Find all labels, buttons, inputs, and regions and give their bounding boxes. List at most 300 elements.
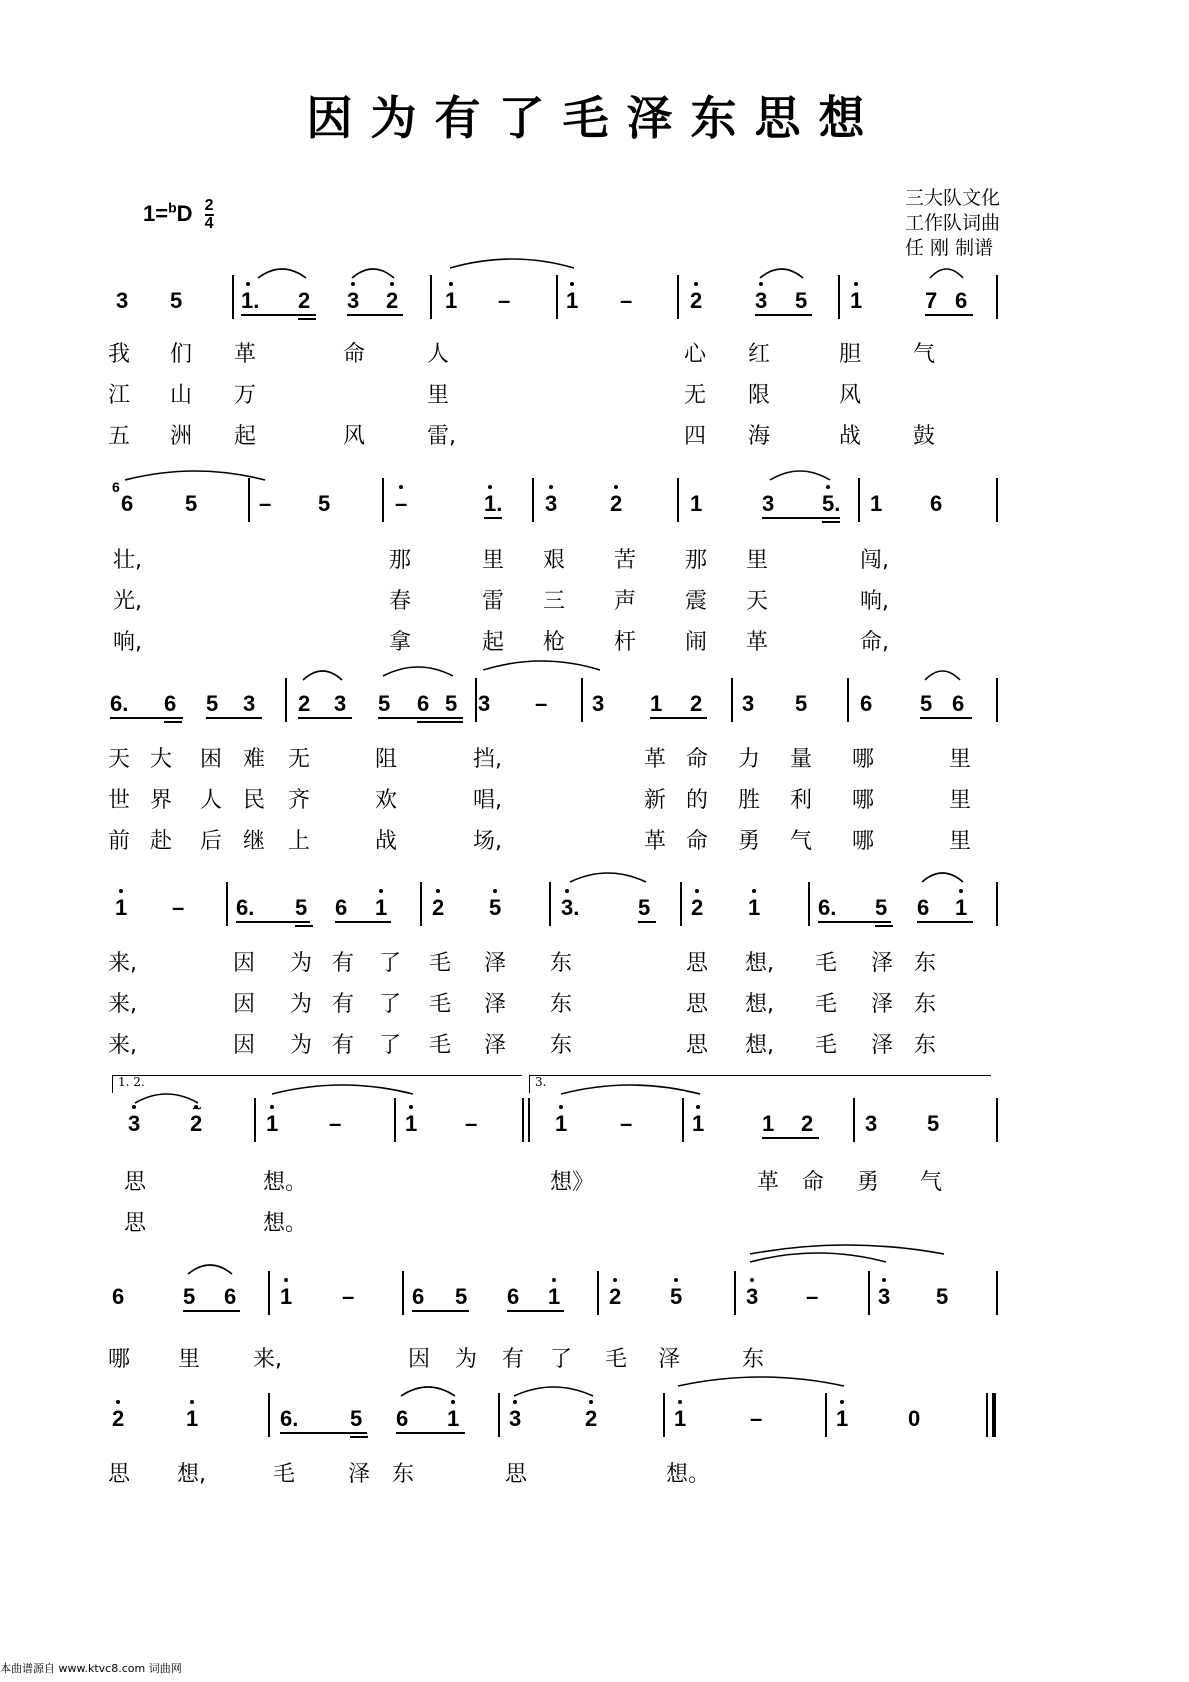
underline bbox=[298, 318, 316, 320]
lyric: 杆 bbox=[614, 630, 637, 655]
barline bbox=[808, 882, 810, 926]
octave-dot bbox=[752, 889, 756, 893]
note: – bbox=[465, 1111, 478, 1136]
note: 5 bbox=[920, 691, 933, 716]
lyric: 为 bbox=[290, 992, 313, 1017]
underline bbox=[335, 921, 391, 923]
lyric: 难 bbox=[243, 747, 266, 772]
lyric: 为 bbox=[290, 951, 313, 976]
time-top: 2 bbox=[204, 197, 214, 214]
barline bbox=[986, 1393, 988, 1437]
lyric: 江 bbox=[108, 383, 131, 408]
song-title: 因为有了毛泽东思想 bbox=[306, 91, 883, 145]
lyric: 们 bbox=[170, 342, 193, 367]
lyric: 泽 bbox=[871, 951, 894, 976]
lyric: 心 bbox=[684, 342, 707, 367]
note: 1 bbox=[548, 1284, 561, 1309]
note: 2 bbox=[609, 1284, 622, 1309]
lyric: 泽 bbox=[871, 992, 894, 1017]
lyric: 响, bbox=[860, 589, 889, 614]
lyric: 东 bbox=[914, 992, 937, 1017]
barline bbox=[677, 478, 679, 522]
lyric: 阻 bbox=[375, 747, 398, 772]
lyric: 为 bbox=[290, 1033, 313, 1058]
underline bbox=[206, 717, 262, 719]
octave-dot bbox=[882, 1278, 886, 1282]
lyric: 毛 bbox=[273, 1462, 296, 1487]
note: 3 bbox=[128, 1111, 141, 1136]
barline bbox=[285, 678, 287, 722]
slur bbox=[450, 259, 574, 268]
volta-bracket bbox=[529, 1075, 530, 1093]
slur bbox=[561, 1085, 700, 1094]
lyric: 泽 bbox=[484, 992, 507, 1017]
underline bbox=[417, 721, 463, 723]
note: 6 bbox=[507, 1284, 520, 1309]
octave-dot bbox=[270, 1105, 274, 1109]
lyric: 民 bbox=[243, 788, 266, 813]
lyric: 战 bbox=[839, 424, 862, 449]
lyric: 那 bbox=[685, 548, 708, 573]
lyric: 有 bbox=[332, 1033, 355, 1058]
lyric: 雷 bbox=[482, 589, 505, 614]
note: 1. bbox=[484, 491, 503, 516]
volta-bracket bbox=[112, 1075, 113, 1093]
note: 2 bbox=[610, 491, 623, 516]
lyric: 响, bbox=[113, 630, 142, 655]
note: 5 bbox=[795, 691, 808, 716]
note: 3 bbox=[509, 1406, 522, 1431]
lyric: 欢 bbox=[375, 788, 398, 813]
note: 5 bbox=[638, 895, 651, 920]
note: 3 bbox=[116, 288, 129, 313]
lyric: 天 bbox=[108, 747, 131, 772]
lyric: 无 bbox=[684, 383, 707, 408]
note: 2 bbox=[432, 895, 445, 920]
slur bbox=[770, 471, 830, 480]
octave-dot bbox=[132, 1105, 136, 1109]
volta-first: 1. 2. bbox=[118, 1075, 145, 1089]
note: 1 bbox=[280, 1284, 293, 1309]
lyric: 壮, bbox=[113, 548, 142, 573]
lyric: 继 bbox=[243, 829, 266, 854]
lyric: 哪 bbox=[852, 747, 875, 772]
underline bbox=[412, 1310, 469, 1312]
note: 1 bbox=[555, 1111, 568, 1136]
octave-dot bbox=[493, 889, 497, 893]
lyric: 里 bbox=[746, 548, 769, 573]
note: – bbox=[329, 1111, 342, 1136]
volta-line bbox=[112, 1075, 522, 1076]
note: 5 bbox=[795, 288, 808, 313]
note: 6 bbox=[860, 691, 873, 716]
lyric: 那 bbox=[389, 548, 412, 573]
lyric: 苦 bbox=[614, 548, 637, 573]
slur bbox=[750, 1253, 886, 1262]
note: 1 bbox=[690, 491, 703, 516]
lyric: 鼓 bbox=[913, 424, 936, 449]
barline bbox=[549, 882, 551, 926]
lyric: 赴 bbox=[150, 829, 173, 854]
lyric: 想, bbox=[745, 992, 774, 1017]
octave-dot bbox=[436, 889, 440, 893]
barline bbox=[996, 1271, 998, 1315]
note: 6 bbox=[955, 288, 968, 313]
lyric: 东 bbox=[550, 1033, 573, 1058]
note: 1 bbox=[186, 1406, 199, 1431]
lyric: 命 bbox=[343, 342, 366, 367]
lyric: 毛 bbox=[429, 951, 452, 976]
lyric: 气 bbox=[790, 829, 813, 854]
barline bbox=[847, 678, 849, 722]
barline bbox=[581, 678, 583, 722]
lyric: 雷, bbox=[427, 424, 456, 449]
note: – bbox=[806, 1284, 819, 1309]
barline bbox=[420, 882, 422, 926]
slur bbox=[352, 269, 394, 278]
octave-dot bbox=[351, 282, 355, 286]
octave-dot bbox=[759, 282, 763, 286]
slur bbox=[303, 671, 342, 680]
lyric: 有 bbox=[502, 1347, 525, 1372]
lyric: 想, bbox=[745, 1033, 774, 1058]
note: 6. bbox=[236, 895, 255, 920]
lyric: 了 bbox=[379, 992, 402, 1017]
lyric: 哪 bbox=[852, 829, 875, 854]
note: 6 bbox=[112, 1284, 125, 1309]
note: 2 bbox=[690, 288, 703, 313]
lyric: 里 bbox=[427, 383, 450, 408]
note: 1 bbox=[870, 491, 883, 516]
note: – bbox=[172, 895, 185, 920]
barline bbox=[663, 1393, 665, 1437]
slur bbox=[514, 1387, 593, 1396]
octave-dot bbox=[379, 889, 383, 893]
octave-dot bbox=[119, 889, 123, 893]
barline bbox=[597, 1271, 599, 1315]
barline bbox=[498, 1393, 500, 1437]
underline bbox=[110, 717, 183, 719]
note: 2 bbox=[691, 895, 704, 920]
note: 5 bbox=[489, 895, 502, 920]
note: 3 bbox=[742, 691, 755, 716]
note: – bbox=[342, 1284, 355, 1309]
note: 1 bbox=[447, 1406, 460, 1431]
lyric: 新 bbox=[644, 788, 667, 813]
note: 3 bbox=[545, 491, 558, 516]
lyric: 三 bbox=[543, 589, 566, 614]
lyric: 了 bbox=[550, 1347, 573, 1372]
octave-dot bbox=[959, 889, 963, 893]
lyric: 泽 bbox=[871, 1033, 894, 1058]
note: 3 bbox=[347, 288, 360, 313]
octave-dot bbox=[449, 282, 453, 286]
lyric: 里 bbox=[949, 788, 972, 813]
note: 1 bbox=[762, 1111, 775, 1136]
note: 6. bbox=[818, 895, 837, 920]
lyric: 大 bbox=[150, 747, 173, 772]
note: 2 bbox=[386, 288, 399, 313]
note: 1 bbox=[955, 895, 968, 920]
octave-dot bbox=[750, 1278, 754, 1282]
underline bbox=[298, 717, 352, 719]
lyric: 胆 bbox=[839, 342, 862, 367]
lyric: 上 bbox=[288, 829, 311, 854]
lyric: 闹 bbox=[685, 630, 708, 655]
slur bbox=[570, 873, 646, 882]
octave-dot bbox=[696, 1105, 700, 1109]
lyric: 思 bbox=[505, 1462, 528, 1487]
credit-line: 三大队文化 bbox=[905, 187, 1001, 209]
barline bbox=[268, 1271, 270, 1315]
octave-dot bbox=[488, 485, 492, 489]
barline bbox=[402, 1271, 404, 1315]
barline bbox=[996, 275, 998, 319]
lyric: 东 bbox=[550, 992, 573, 1017]
lyric: 东 bbox=[392, 1462, 415, 1487]
lyric: 困 bbox=[200, 747, 223, 772]
lyric: 毛 bbox=[815, 1033, 838, 1058]
note: 6 bbox=[224, 1284, 237, 1309]
slur bbox=[483, 661, 600, 670]
lyric: 东 bbox=[914, 951, 937, 976]
lyric: 因 bbox=[408, 1347, 431, 1372]
note: 1 bbox=[692, 1111, 705, 1136]
lyric: 洲 bbox=[170, 424, 193, 449]
key-prefix: 1= bbox=[143, 200, 169, 226]
lyric: 万 bbox=[234, 383, 257, 408]
credits bbox=[905, 186, 1000, 261]
lyric: 革 bbox=[644, 747, 667, 772]
octave-dot bbox=[614, 485, 618, 489]
note: 5 bbox=[936, 1284, 949, 1309]
underline bbox=[875, 925, 893, 927]
lyric: 来, bbox=[253, 1347, 282, 1372]
octave-dot bbox=[694, 282, 698, 286]
underline bbox=[818, 921, 891, 923]
lyric: 来, bbox=[108, 1033, 137, 1058]
slur bbox=[188, 1265, 232, 1274]
lyric: 枪 bbox=[543, 630, 566, 655]
lyric: 我 bbox=[108, 342, 131, 367]
lyric: 界 bbox=[150, 788, 173, 813]
note: 2 bbox=[690, 691, 703, 716]
lyric: 闯, bbox=[860, 548, 889, 573]
underline bbox=[164, 721, 182, 723]
slur bbox=[401, 1387, 455, 1396]
note: – bbox=[259, 491, 272, 516]
lyric: 利 bbox=[790, 788, 813, 813]
note: 5 bbox=[670, 1284, 683, 1309]
note: 1 bbox=[650, 691, 663, 716]
octave-dot bbox=[190, 1400, 194, 1404]
underline bbox=[920, 717, 972, 719]
underline bbox=[241, 314, 316, 316]
slur bbox=[760, 269, 803, 278]
octave-dot bbox=[116, 1400, 120, 1404]
lyric: 有 bbox=[332, 992, 355, 1017]
note: 6 bbox=[412, 1284, 425, 1309]
lyric: 哪 bbox=[108, 1347, 131, 1372]
octave-dot bbox=[284, 1278, 288, 1282]
volta-third: 3. bbox=[535, 1075, 547, 1089]
barline bbox=[838, 275, 840, 319]
barline bbox=[232, 275, 234, 319]
barline bbox=[825, 1393, 827, 1437]
underline bbox=[638, 921, 656, 923]
underline bbox=[762, 517, 840, 519]
note: 5. bbox=[822, 491, 841, 516]
octave-dot bbox=[390, 282, 394, 286]
note: 2 bbox=[585, 1406, 598, 1431]
note: 3 bbox=[746, 1284, 759, 1309]
note: 1 bbox=[566, 288, 579, 313]
underline bbox=[822, 521, 840, 523]
lyric: 毛 bbox=[815, 951, 838, 976]
lyric: 东 bbox=[550, 951, 573, 976]
barline bbox=[996, 678, 998, 722]
lyric: 四 bbox=[684, 424, 707, 449]
key-note: D bbox=[176, 200, 193, 226]
note: 5 bbox=[185, 491, 198, 516]
lyric: 泽 bbox=[484, 951, 507, 976]
note: 6 bbox=[335, 895, 348, 920]
lyric: 里 bbox=[949, 829, 972, 854]
note: 3 bbox=[762, 491, 775, 516]
slur bbox=[922, 873, 963, 882]
note: 5 bbox=[170, 288, 183, 313]
lyric: 毛 bbox=[429, 992, 452, 1017]
lyric: 思 bbox=[686, 951, 709, 976]
slur bbox=[930, 269, 963, 278]
barline bbox=[248, 478, 250, 522]
lyric: 来, bbox=[108, 951, 137, 976]
lyric: 春 bbox=[389, 589, 412, 614]
underline bbox=[378, 717, 463, 719]
note: – bbox=[620, 288, 633, 313]
octave-dot bbox=[565, 889, 569, 893]
note: 5 bbox=[318, 491, 331, 516]
note: 2 bbox=[801, 1111, 814, 1136]
note: 3 bbox=[865, 1111, 878, 1136]
lyric: 拿 bbox=[389, 630, 412, 655]
lyric: 齐 bbox=[288, 788, 311, 813]
lyric: 人 bbox=[200, 788, 223, 813]
octave-dot bbox=[695, 889, 699, 893]
note: – bbox=[620, 1111, 633, 1136]
lyric: 想, bbox=[177, 1462, 206, 1487]
lyric: 五 bbox=[108, 424, 131, 449]
lyric: 力 bbox=[738, 747, 761, 772]
barline bbox=[868, 1271, 870, 1315]
lyric: 来, bbox=[108, 992, 137, 1017]
note: 5 bbox=[445, 691, 458, 716]
lyric: 命 bbox=[686, 747, 709, 772]
lyric: 风 bbox=[839, 383, 862, 408]
octave-dot bbox=[409, 1105, 413, 1109]
barline bbox=[996, 478, 998, 522]
lyric: 毛 bbox=[429, 1033, 452, 1058]
octave-dot bbox=[570, 282, 574, 286]
key-signature bbox=[143, 198, 214, 232]
underline bbox=[280, 1432, 367, 1434]
barline bbox=[556, 275, 558, 319]
note: 3 bbox=[478, 691, 491, 716]
credit-line: 任 刚 制谱 bbox=[905, 237, 994, 259]
note: 5 bbox=[206, 691, 219, 716]
lyric: 声 bbox=[614, 589, 637, 614]
barline bbox=[858, 478, 860, 522]
barline bbox=[522, 1098, 524, 1142]
note: 7 bbox=[925, 288, 938, 313]
underline bbox=[183, 1310, 240, 1312]
lyric: 思 bbox=[686, 1033, 709, 1058]
note: 1. bbox=[241, 288, 260, 313]
note: 2 bbox=[298, 691, 311, 716]
note: 5 bbox=[295, 895, 308, 920]
note: 2 bbox=[190, 1111, 203, 1136]
note: – bbox=[535, 691, 548, 716]
lyric: 因 bbox=[233, 992, 256, 1017]
slur bbox=[678, 1377, 844, 1386]
underline bbox=[484, 517, 502, 519]
lyric: 革 bbox=[757, 1170, 780, 1195]
lyric: 场, bbox=[473, 829, 502, 854]
note: 6 bbox=[917, 895, 930, 920]
lyric: 革 bbox=[234, 342, 257, 367]
underline bbox=[236, 921, 310, 923]
lyric: 东 bbox=[742, 1347, 765, 1372]
lyric: 泽 bbox=[348, 1462, 371, 1487]
time-signature bbox=[205, 198, 214, 232]
octave-dot bbox=[559, 1105, 563, 1109]
underline bbox=[347, 314, 403, 316]
barline bbox=[382, 478, 384, 522]
barline bbox=[734, 1271, 736, 1315]
lyric: 为 bbox=[455, 1347, 478, 1372]
octave-dot bbox=[513, 1400, 517, 1404]
lyric: 想。 bbox=[666, 1462, 711, 1487]
barline bbox=[528, 1098, 530, 1142]
lyric: 命 bbox=[802, 1170, 825, 1195]
lyric: 唱, bbox=[473, 788, 502, 813]
note: 3 bbox=[334, 691, 347, 716]
note: – bbox=[750, 1406, 763, 1431]
octave-dot bbox=[589, 1400, 593, 1404]
lyric: 想。 bbox=[263, 1211, 308, 1236]
octave-dot bbox=[399, 485, 403, 489]
lyric: 光, bbox=[113, 589, 142, 614]
octave-dot bbox=[840, 1400, 844, 1404]
lyric: 泽 bbox=[658, 1347, 681, 1372]
note: 1 bbox=[445, 288, 458, 313]
lyric: 天 bbox=[746, 589, 769, 614]
lyric: 了 bbox=[379, 1033, 402, 1058]
note: 6 bbox=[952, 691, 965, 716]
key-flat: b bbox=[168, 199, 177, 216]
note: 2 bbox=[298, 288, 311, 313]
underline bbox=[507, 1310, 564, 1312]
note: 1 bbox=[375, 895, 388, 920]
lyric: 海 bbox=[748, 424, 771, 449]
lyric: 战 bbox=[375, 829, 398, 854]
barline bbox=[430, 275, 432, 319]
lyric: 思 bbox=[124, 1211, 147, 1236]
slur bbox=[135, 1094, 198, 1103]
lyric: 量 bbox=[790, 747, 813, 772]
octave-dot bbox=[613, 1278, 617, 1282]
note: 1 bbox=[850, 288, 863, 313]
